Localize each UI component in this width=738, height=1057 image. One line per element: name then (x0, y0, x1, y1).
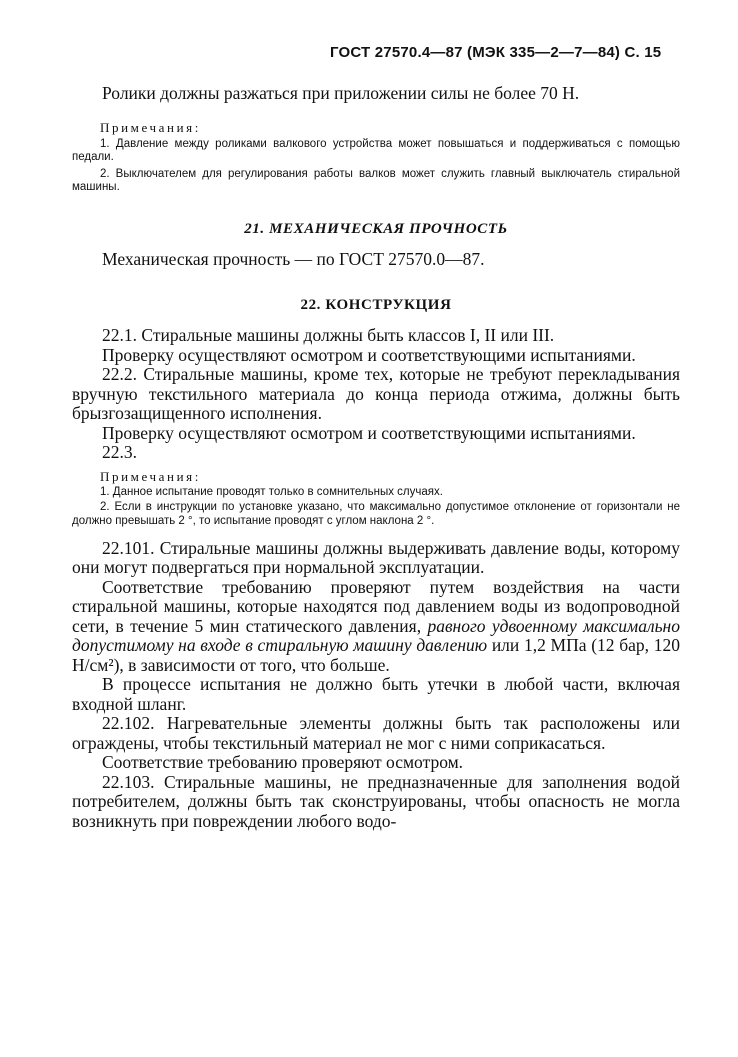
notes-heading-1: Примечания: (100, 119, 201, 135)
paragraph-22-103: 22.103. Стиральные машины, не предназначенные для заполнения водой потребителем, должны быть так сконструированы, чтобы опасность не могла возникнуть при повреждении любого водо- (72, 771, 680, 831)
notes-heading-2: Примечания: (100, 468, 201, 484)
paragraph-22-101-check (72, 578, 680, 676)
section-21-title: 21. МЕХАНИЧЕСКАЯ ПРОЧНОСТЬ (244, 220, 508, 237)
note-2-1: 1. Данное испытание проводят только в сомнительных случаях. (100, 485, 443, 498)
intro-paragraph: Ролики должны разжаться при приложении силы не более 70 Н. (102, 83, 580, 103)
paragraph-22-101: 22.101. Стиральные машины должны выдерживать давление воды, которому они могут подвергаться при нормальной эксплуатации. (72, 537, 680, 578)
paragraph-22-1-check: Проверку осуществляют осмотром и соответствующими испытаниями. (102, 344, 636, 365)
check-text-start: Соответствие требованию проверяют путем воздействия на части стиральной машины, которые находятся под давлением воды из водопроводной сети, в течение 5 мин статического давления, (72, 576, 680, 636)
check-text-italic: равного удвоенному максимально допустимому на входе в стиральную машину давлению (72, 615, 680, 656)
section-21-text: Механическая прочность — по ГОСТ 27570.0—87. (102, 248, 485, 269)
check-text-end: или 1,2 МПа (12 бар, 120 Н/см²), в зависимости от того, что больше. (72, 635, 680, 675)
paragraph-22-102-check: Соответствие требованию проверяют осмотром. (102, 752, 464, 773)
paragraph-22-2: 22.2. Стиральные машины, кроме тех, которые не требуют перекладывания вручную текстильного материала до конца периода отжима, должны быть брызгозащищенного исполнения. (72, 364, 680, 424)
paragraph-22-3: 22.3. (102, 442, 137, 463)
page-content (72, 82, 680, 831)
note-1-2: 2. Выключателем для регулирования работы валков может служить главный выключатель стиральной машины. (72, 167, 680, 194)
paragraph-22-102: 22.102. Нагревательные элементы должны быть так расположены или ограждены, чтобы текстильный материал не мог с ними соприкасаться. (72, 713, 680, 753)
paragraph-22-101-leak: В процессе испытания не должно быть утечки в любой части, включая входной шланг. (72, 674, 680, 714)
paragraph-22-2-check: Проверку осуществляют осмотром и соответствующими испытаниями. (102, 422, 636, 443)
section-22-title: 22. КОНСТРУКЦИЯ (300, 297, 452, 314)
paragraph-22-1: 22.1. Стиральные машины должны быть классов I, II или III. (102, 325, 555, 346)
note-2-2: 2. Если в инструкции по установке указано, что максимально допустимое отклонение от горизонтали не должно превышать 2 °, то испытание проводят с углом наклона 2 °. (72, 501, 680, 528)
note-1-1: 1. Давление между роликами валкового устройства может повышаться и поддерживаться с помощью педали. (72, 137, 680, 164)
page-header: ГОСТ 27570.4—87 (МЭК 335—2—7—84) С. 15 (330, 44, 662, 61)
